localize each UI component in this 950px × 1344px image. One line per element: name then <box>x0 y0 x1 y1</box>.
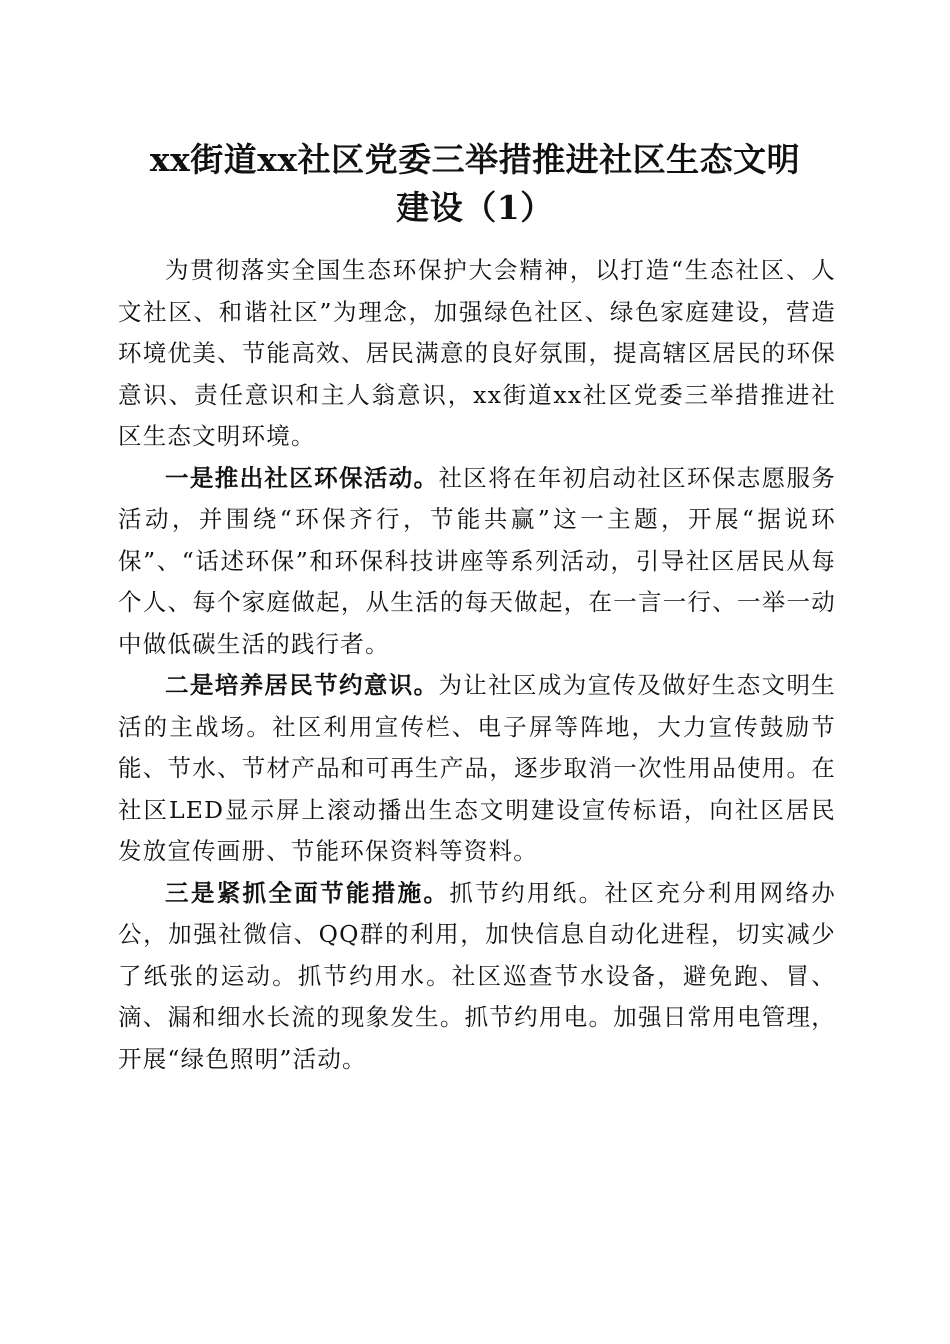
section-paragraph-2 <box>118 665 836 873</box>
document-title <box>110 136 840 232</box>
section-lead: 三是紧抓全面节能措施。 <box>165 878 450 907</box>
title-line-1: xx街道xx社区党委三举措推进社区生态文明 <box>149 140 801 179</box>
section-lead: 二是培养居民节约意识。 <box>165 671 439 699</box>
section-lead: 一是推出社区环保活动。 <box>165 463 439 492</box>
section-paragraph-3 <box>118 873 836 1081</box>
section-paragraph-1 <box>118 458 836 666</box>
section-text: 为让社区成为宣传及做好生态文明生活的主战场。社区利用宣传栏、电子屏等阵地，大力宣传鼓励节能、节水、节材产品和可再生产品，逐步取消一次性用品使用。在社区LED显示屏上滚动播出生态文明建设宣传标语，向社区居民发放宣传画册、节能环保资料等资料。 <box>118 671 836 865</box>
section-text: 社区将在年初启动社区环保志愿服务活动，并围绕“环保齐行，节能共赢”这一主题，开展“据说环保”、“话述环保”和环保科技讲座等系列活动，引导社区居民从每个人、每个家庭做起，从生活的每天做起，在一言一行、一举一动中做低碳生活的践行者。 <box>118 463 836 658</box>
document-body <box>118 250 836 1080</box>
title-line-2: 建设（1） <box>396 188 554 227</box>
section-text: 抓节约用纸。社区充分利用网络办公，加强社微信、QQ群的利用，加快信息自动化进程，切实减少了纸张的运动。抓节约用水。社区巡查节水设备，避免跑、冒、滴、漏和细水长流的现象发生。抓节约用电。加强日常用电管理，开展“绿色照明”活动。 <box>118 878 837 1073</box>
intro-paragraph: 为贯彻落实全国生态环保护大会精神，以打造“生态社区、人文社区、和谐社区”为理念，加强绿色社区、绿色家庭建设，营造环境优美、节能高效、居民满意的良好氛围，提高辖区居民的环保意识、责任意识和主人翁意识，xx街道xx社区党委三举措推进社区生态文明环境。 <box>118 256 836 450</box>
